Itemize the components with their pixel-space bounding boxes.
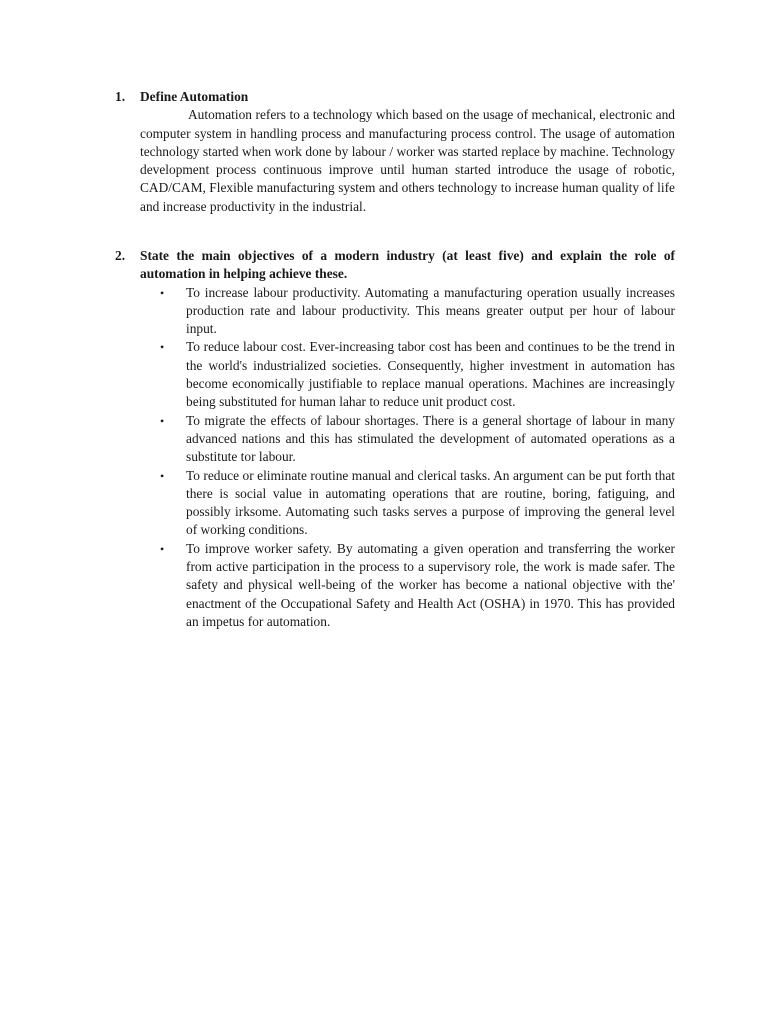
list-item-text: To improve worker safety. By automating a given operation and transferring the worker from active participation in the process to a supervisory role, the work is made safer. The safety and physical well-being of the worker has become a national objective with the' enactment of the Occupational Safety and Health Act (OSHA) in 1970. This has provided an impetus for automation.: [186, 540, 675, 629]
bullet-icon: •: [160, 340, 165, 355]
objectives-list: [140, 284, 675, 632]
list-item: [160, 338, 675, 411]
bullet-icon: •: [160, 541, 165, 556]
section-heading: Define Automation: [140, 89, 249, 104]
list-item-text: To reduce labour cost. Ever-increasing tabor cost has been and continues to be the trend in the world's industrialized societies. Consequently, higher investment in automation has become economically justifiable to replace manual operations. Machines are increasingly being substituted for human lahar to reduce unit product cost.: [186, 339, 675, 410]
section-paragraph: Automation refers to a technology which based on the usage of mechanical, electronic and computer system in handling process and manufacturing process control. The usage of automation technology started when work done by labour / worker was started replace by machine. Technology development process continuous improve until human started introduce the usage of robotic, CAD/CAM, Flexible manufacturing system and others technology to increase human quality of life and increase productivity in the industrial.: [140, 107, 675, 214]
section-define-automation: [115, 88, 675, 216]
section-heading: State the main objectives of a modern industry (at least five) and explain the role of automation in helping achieve these.: [140, 248, 675, 282]
list-item: [160, 412, 675, 467]
list-item-text: To reduce or eliminate routine manual and clerical tasks. An argument can be put forth that there is social value in automating operations that are routine, boring, fatiguing, and possibly irksome. Automating such tasks serves a purpose of improving the general level of working conditions.: [186, 467, 675, 538]
bullet-icon: •: [160, 285, 165, 300]
section-number: 2.: [115, 248, 126, 263]
list-item-text: To increase labour productivity. Automating a manufacturing operation usually increases production rate and labour productivity. This means greater output per hour of labour input.: [186, 284, 675, 337]
section-number: 1.: [115, 89, 126, 104]
list-item: [160, 540, 675, 631]
bullet-icon: •: [160, 468, 165, 483]
list-item: [160, 284, 675, 339]
section-objectives: [115, 247, 675, 631]
bullet-icon: •: [160, 413, 165, 428]
list-item: [160, 467, 675, 540]
list-item-text: To migrate the effects of labour shortages. There is a general shortage of labour in many advanced nations and this has stimulated the development of automated operations as a substitute tor labour.: [186, 412, 675, 465]
